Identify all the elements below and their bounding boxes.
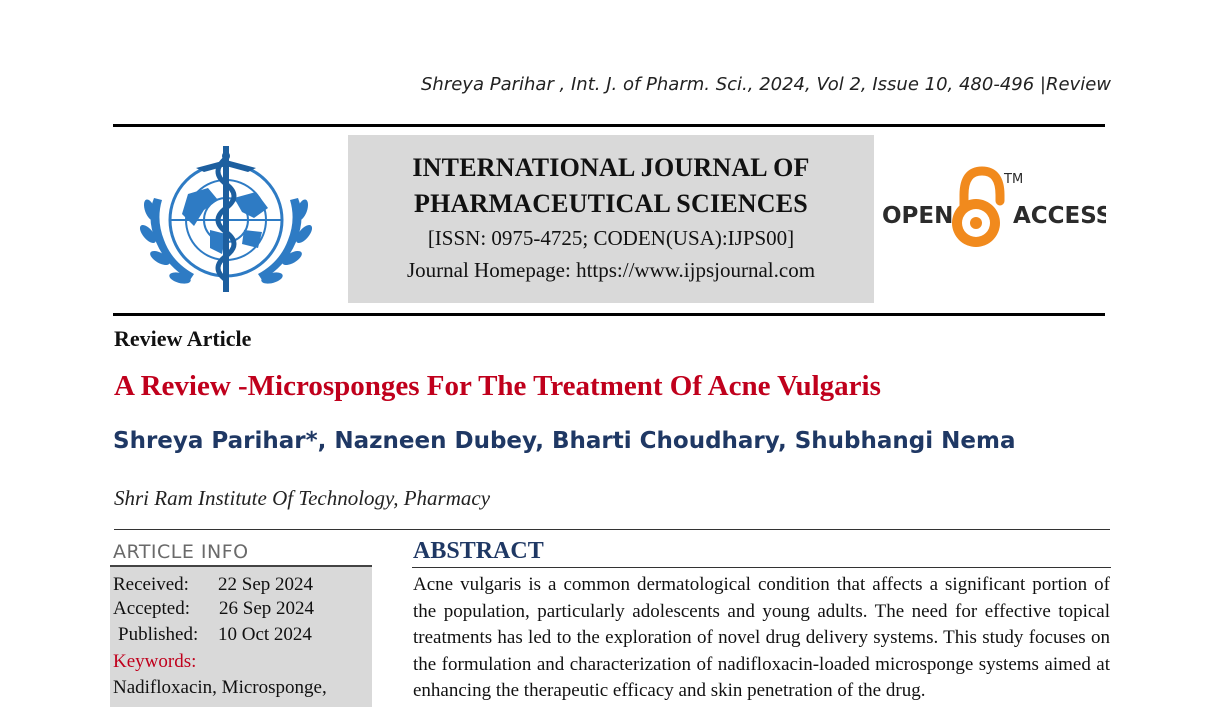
article-affiliation: Shri Ram Institute Of Technology, Pharmacy <box>114 486 491 510</box>
abstract-body: Acne vulgaris is a common dermatological condition that affects a significant portion of the population, particularly adolescents and young adults. The need for effective topical treatments has led to the exploration of novel drug delivery systems. This study focuses on the formulation and characterization of nadifloxacin-loaded microsponge systems aimed at enhancing the therapeutic efficacy and skin penetration of the drug. <box>413 574 1110 701</box>
article-info-box <box>110 565 372 707</box>
published-label: Published: <box>118 624 199 645</box>
article-title: A Review -Microsponges For The Treatment Of Acne Vulgaris <box>114 370 881 402</box>
accepted-row <box>113 598 190 620</box>
accepted-date: 26 Sep 2024 <box>219 598 314 619</box>
trademark-mark: TM <box>1004 172 1024 187</box>
published-row <box>118 624 198 646</box>
article-type: Review Article <box>114 326 252 351</box>
journal-name-line2: PHARMACEUTICAL SCIENCES <box>414 189 808 218</box>
journal-emblem <box>126 138 326 306</box>
abstract-heading: ABSTRACT <box>413 538 544 564</box>
keywords-text: Nadifloxacin, Microsponge, <box>113 677 327 698</box>
article-authors: Shreya Parihar*, Nazneen Dubey, Bharti Choudhary, Shubhangi Nema <box>113 428 1016 454</box>
top-rule <box>113 124 1105 127</box>
abstract-rule <box>412 567 1111 568</box>
open-word: OPEN <box>882 203 954 229</box>
received-row <box>113 574 189 596</box>
access-word: ACCESS <box>1013 203 1106 229</box>
received-label: Received: <box>113 574 189 595</box>
journal-issn: [ISSN: 0975-4725; CODEN(USA):IJPS00] <box>427 226 795 250</box>
published-date: 10 Oct 2024 <box>218 624 312 645</box>
running-head: Shreya Parihar , Int. J. of Pharm. Sci., 2024, Vol 2, Issue 10, 480-496 |Review <box>421 74 1111 95</box>
received-date: 22 Sep 2024 <box>218 574 313 595</box>
banner-bottom-rule <box>113 313 1105 316</box>
journal-name-line1: INTERNATIONAL JOURNAL OF <box>412 153 810 182</box>
journal-banner <box>348 135 874 303</box>
journal-homepage[interactable]: Journal Homepage: https://www.ijpsjournal.com <box>406 258 816 282</box>
open-access-logo <box>880 165 1106 255</box>
article-info-heading: ARTICLE INFO <box>113 541 249 563</box>
accepted-label: Accepted: <box>113 598 191 619</box>
section-divider <box>114 529 1110 530</box>
keywords-label: Keywords: <box>113 651 197 672</box>
